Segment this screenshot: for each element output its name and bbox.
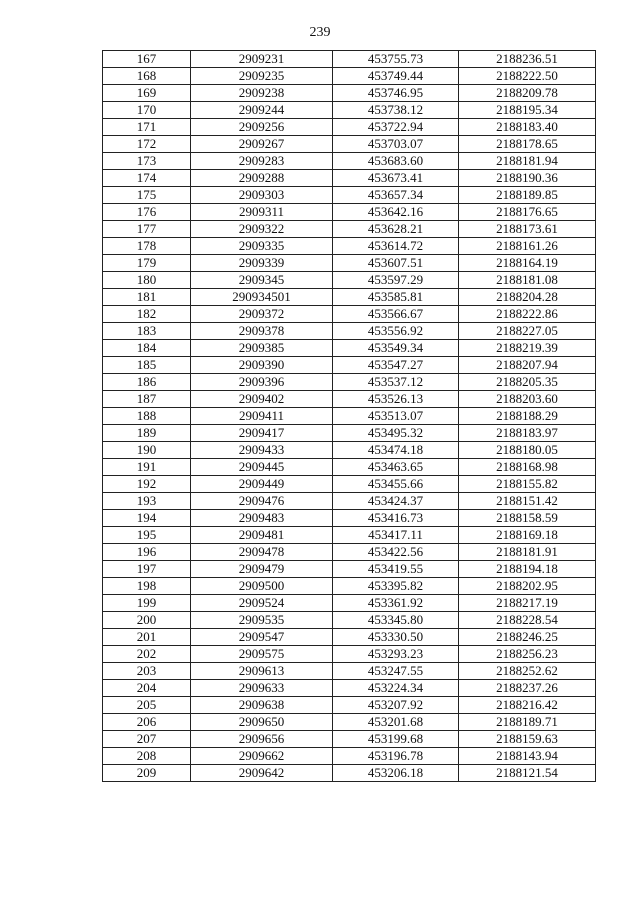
point-number-cell: 178 [103, 238, 191, 255]
point-id-cell: 2909288 [191, 170, 333, 187]
coordinates-table-body [103, 51, 596, 782]
point-id-cell: 2909638 [191, 697, 333, 714]
x-coordinate-cell: 453361.92 [333, 595, 459, 612]
point-id-cell: 2909445 [191, 459, 333, 476]
table-row [103, 493, 596, 510]
x-coordinate-cell: 453395.82 [333, 578, 459, 595]
x-coordinate-cell: 453738.12 [333, 102, 459, 119]
table-row [103, 119, 596, 136]
y-coordinate-cell: 2188203.60 [459, 391, 596, 408]
point-id-cell: 290934501 [191, 289, 333, 306]
point-id-cell: 2909449 [191, 476, 333, 493]
point-id-cell: 2909479 [191, 561, 333, 578]
y-coordinate-cell: 2188151.42 [459, 493, 596, 510]
table-row [103, 357, 596, 374]
point-number-cell: 194 [103, 510, 191, 527]
y-coordinate-cell: 2188207.94 [459, 357, 596, 374]
table-row [103, 374, 596, 391]
table-row [103, 306, 596, 323]
point-number-cell: 200 [103, 612, 191, 629]
x-coordinate-cell: 453424.37 [333, 493, 459, 510]
x-coordinate-cell: 453345.80 [333, 612, 459, 629]
point-id-cell: 2909535 [191, 612, 333, 629]
y-coordinate-cell: 2188237.26 [459, 680, 596, 697]
y-coordinate-cell: 2188216.42 [459, 697, 596, 714]
y-coordinate-cell: 2188168.98 [459, 459, 596, 476]
y-coordinate-cell: 2188209.78 [459, 85, 596, 102]
y-coordinate-cell: 2188164.19 [459, 255, 596, 272]
point-number-cell: 175 [103, 187, 191, 204]
table-row [103, 629, 596, 646]
table-row [103, 595, 596, 612]
x-coordinate-cell: 453607.51 [333, 255, 459, 272]
x-coordinate-cell: 453416.73 [333, 510, 459, 527]
x-coordinate-cell: 453755.73 [333, 51, 459, 68]
point-number-cell: 205 [103, 697, 191, 714]
x-coordinate-cell: 453224.34 [333, 680, 459, 697]
y-coordinate-cell: 2188189.85 [459, 187, 596, 204]
point-id-cell: 2909235 [191, 68, 333, 85]
point-id-cell: 2909303 [191, 187, 333, 204]
y-coordinate-cell: 2188155.82 [459, 476, 596, 493]
y-coordinate-cell: 2188236.51 [459, 51, 596, 68]
coordinates-table [102, 50, 596, 782]
table-row [103, 68, 596, 85]
point-number-cell: 179 [103, 255, 191, 272]
x-coordinate-cell: 453419.55 [333, 561, 459, 578]
point-number-cell: 182 [103, 306, 191, 323]
table-row [103, 272, 596, 289]
table-row [103, 391, 596, 408]
point-id-cell: 2909656 [191, 731, 333, 748]
point-number-cell: 174 [103, 170, 191, 187]
y-coordinate-cell: 2188219.39 [459, 340, 596, 357]
y-coordinate-cell: 2188181.91 [459, 544, 596, 561]
x-coordinate-cell: 453526.13 [333, 391, 459, 408]
point-id-cell: 2909433 [191, 442, 333, 459]
table-row [103, 153, 596, 170]
y-coordinate-cell: 2188188.29 [459, 408, 596, 425]
y-coordinate-cell: 2188190.36 [459, 170, 596, 187]
table-row [103, 340, 596, 357]
point-number-cell: 198 [103, 578, 191, 595]
point-number-cell: 191 [103, 459, 191, 476]
point-number-cell: 189 [103, 425, 191, 442]
x-coordinate-cell: 453673.41 [333, 170, 459, 187]
point-id-cell: 2909378 [191, 323, 333, 340]
table-row [103, 238, 596, 255]
point-id-cell: 2909267 [191, 136, 333, 153]
point-number-cell: 184 [103, 340, 191, 357]
y-coordinate-cell: 2188222.86 [459, 306, 596, 323]
point-id-cell: 2909483 [191, 510, 333, 527]
y-coordinate-cell: 2188205.35 [459, 374, 596, 391]
y-coordinate-cell: 2188202.95 [459, 578, 596, 595]
y-coordinate-cell: 2188158.59 [459, 510, 596, 527]
y-coordinate-cell: 2188161.26 [459, 238, 596, 255]
y-coordinate-cell: 2188256.23 [459, 646, 596, 663]
y-coordinate-cell: 2188183.40 [459, 119, 596, 136]
x-coordinate-cell: 453657.34 [333, 187, 459, 204]
y-coordinate-cell: 2188195.34 [459, 102, 596, 119]
table-row [103, 561, 596, 578]
table-row [103, 697, 596, 714]
point-id-cell: 2909231 [191, 51, 333, 68]
table-row [103, 187, 596, 204]
y-coordinate-cell: 2188143.94 [459, 748, 596, 765]
point-number-cell: 181 [103, 289, 191, 306]
point-id-cell: 2909339 [191, 255, 333, 272]
x-coordinate-cell: 453330.50 [333, 629, 459, 646]
x-coordinate-cell: 453247.55 [333, 663, 459, 680]
point-id-cell: 2909417 [191, 425, 333, 442]
point-number-cell: 169 [103, 85, 191, 102]
point-id-cell: 2909244 [191, 102, 333, 119]
point-id-cell: 2909500 [191, 578, 333, 595]
point-id-cell: 2909345 [191, 272, 333, 289]
y-coordinate-cell: 2188159.63 [459, 731, 596, 748]
point-number-cell: 185 [103, 357, 191, 374]
point-id-cell: 2909256 [191, 119, 333, 136]
point-number-cell: 171 [103, 119, 191, 136]
x-coordinate-cell: 453513.07 [333, 408, 459, 425]
table-row [103, 476, 596, 493]
x-coordinate-cell: 453201.68 [333, 714, 459, 731]
point-number-cell: 202 [103, 646, 191, 663]
y-coordinate-cell: 2188222.50 [459, 68, 596, 85]
point-number-cell: 167 [103, 51, 191, 68]
x-coordinate-cell: 453628.21 [333, 221, 459, 238]
table-row [103, 765, 596, 782]
y-coordinate-cell: 2188217.19 [459, 595, 596, 612]
y-coordinate-cell: 2188169.18 [459, 527, 596, 544]
point-number-cell: 187 [103, 391, 191, 408]
point-id-cell: 2909575 [191, 646, 333, 663]
x-coordinate-cell: 453722.94 [333, 119, 459, 136]
x-coordinate-cell: 453597.29 [333, 272, 459, 289]
point-id-cell: 2909322 [191, 221, 333, 238]
x-coordinate-cell: 453585.81 [333, 289, 459, 306]
point-number-cell: 180 [103, 272, 191, 289]
table-row [103, 221, 596, 238]
y-coordinate-cell: 2188228.54 [459, 612, 596, 629]
x-coordinate-cell: 453207.92 [333, 697, 459, 714]
table-row [103, 527, 596, 544]
point-number-cell: 176 [103, 204, 191, 221]
table-row [103, 85, 596, 102]
point-number-cell: 173 [103, 153, 191, 170]
point-number-cell: 199 [103, 595, 191, 612]
x-coordinate-cell: 453455.66 [333, 476, 459, 493]
x-coordinate-cell: 453293.23 [333, 646, 459, 663]
point-number-cell: 192 [103, 476, 191, 493]
x-coordinate-cell: 453206.18 [333, 765, 459, 782]
table-row [103, 323, 596, 340]
point-number-cell: 196 [103, 544, 191, 561]
y-coordinate-cell: 2188180.05 [459, 442, 596, 459]
y-coordinate-cell: 2188227.05 [459, 323, 596, 340]
table-row [103, 136, 596, 153]
y-coordinate-cell: 2188176.65 [459, 204, 596, 221]
x-coordinate-cell: 453549.34 [333, 340, 459, 357]
y-coordinate-cell: 2188189.71 [459, 714, 596, 731]
y-coordinate-cell: 2188252.62 [459, 663, 596, 680]
x-coordinate-cell: 453417.11 [333, 527, 459, 544]
point-id-cell: 2909283 [191, 153, 333, 170]
x-coordinate-cell: 453196.78 [333, 748, 459, 765]
y-coordinate-cell: 2188173.61 [459, 221, 596, 238]
x-coordinate-cell: 453614.72 [333, 238, 459, 255]
point-id-cell: 2909402 [191, 391, 333, 408]
table-row [103, 102, 596, 119]
table-row [103, 170, 596, 187]
point-number-cell: 206 [103, 714, 191, 731]
table-row [103, 51, 596, 68]
point-id-cell: 2909385 [191, 340, 333, 357]
point-number-cell: 193 [103, 493, 191, 510]
x-coordinate-cell: 453642.16 [333, 204, 459, 221]
point-id-cell: 2909476 [191, 493, 333, 510]
table-row [103, 408, 596, 425]
point-number-cell: 190 [103, 442, 191, 459]
x-coordinate-cell: 453683.60 [333, 153, 459, 170]
table-row [103, 578, 596, 595]
y-coordinate-cell: 2188194.18 [459, 561, 596, 578]
table-row [103, 731, 596, 748]
point-number-cell: 188 [103, 408, 191, 425]
point-id-cell: 2909547 [191, 629, 333, 646]
y-coordinate-cell: 2188204.28 [459, 289, 596, 306]
y-coordinate-cell: 2188181.94 [459, 153, 596, 170]
point-id-cell: 2909372 [191, 306, 333, 323]
point-id-cell: 2909642 [191, 765, 333, 782]
x-coordinate-cell: 453746.95 [333, 85, 459, 102]
point-id-cell: 2909390 [191, 357, 333, 374]
point-id-cell: 2909335 [191, 238, 333, 255]
point-id-cell: 2909478 [191, 544, 333, 561]
x-coordinate-cell: 453703.07 [333, 136, 459, 153]
point-id-cell: 2909411 [191, 408, 333, 425]
table-row [103, 612, 596, 629]
table-row [103, 289, 596, 306]
page-number: 239 [309, 25, 331, 40]
point-number-cell: 186 [103, 374, 191, 391]
point-id-cell: 2909650 [191, 714, 333, 731]
point-number-cell: 183 [103, 323, 191, 340]
point-number-cell: 170 [103, 102, 191, 119]
table-row [103, 714, 596, 731]
point-number-cell: 177 [103, 221, 191, 238]
x-coordinate-cell: 453199.68 [333, 731, 459, 748]
y-coordinate-cell: 2188178.65 [459, 136, 596, 153]
table-row [103, 748, 596, 765]
point-number-cell: 172 [103, 136, 191, 153]
x-coordinate-cell: 453495.32 [333, 425, 459, 442]
table-row [103, 663, 596, 680]
y-coordinate-cell: 2188121.54 [459, 765, 596, 782]
table-row [103, 255, 596, 272]
point-number-cell: 201 [103, 629, 191, 646]
point-number-cell: 204 [103, 680, 191, 697]
point-id-cell: 2909396 [191, 374, 333, 391]
point-number-cell: 203 [103, 663, 191, 680]
point-id-cell: 2909633 [191, 680, 333, 697]
point-number-cell: 207 [103, 731, 191, 748]
y-coordinate-cell: 2188181.08 [459, 272, 596, 289]
point-id-cell: 2909613 [191, 663, 333, 680]
table-row [103, 510, 596, 527]
table-row [103, 680, 596, 697]
table-row [103, 459, 596, 476]
x-coordinate-cell: 453547.27 [333, 357, 459, 374]
x-coordinate-cell: 453463.65 [333, 459, 459, 476]
table-row [103, 442, 596, 459]
point-number-cell: 197 [103, 561, 191, 578]
x-coordinate-cell: 453556.92 [333, 323, 459, 340]
x-coordinate-cell: 453474.18 [333, 442, 459, 459]
point-id-cell: 2909481 [191, 527, 333, 544]
point-number-cell: 208 [103, 748, 191, 765]
point-id-cell: 2909524 [191, 595, 333, 612]
point-id-cell: 2909311 [191, 204, 333, 221]
x-coordinate-cell: 453422.56 [333, 544, 459, 561]
point-number-cell: 209 [103, 765, 191, 782]
point-number-cell: 195 [103, 527, 191, 544]
x-coordinate-cell: 453566.67 [333, 306, 459, 323]
table-row [103, 544, 596, 561]
table-row [103, 204, 596, 221]
x-coordinate-cell: 453749.44 [333, 68, 459, 85]
table-row [103, 425, 596, 442]
point-id-cell: 2909238 [191, 85, 333, 102]
point-id-cell: 2909662 [191, 748, 333, 765]
point-number-cell: 168 [103, 68, 191, 85]
y-coordinate-cell: 2188183.97 [459, 425, 596, 442]
x-coordinate-cell: 453537.12 [333, 374, 459, 391]
y-coordinate-cell: 2188246.25 [459, 629, 596, 646]
table-row [103, 646, 596, 663]
